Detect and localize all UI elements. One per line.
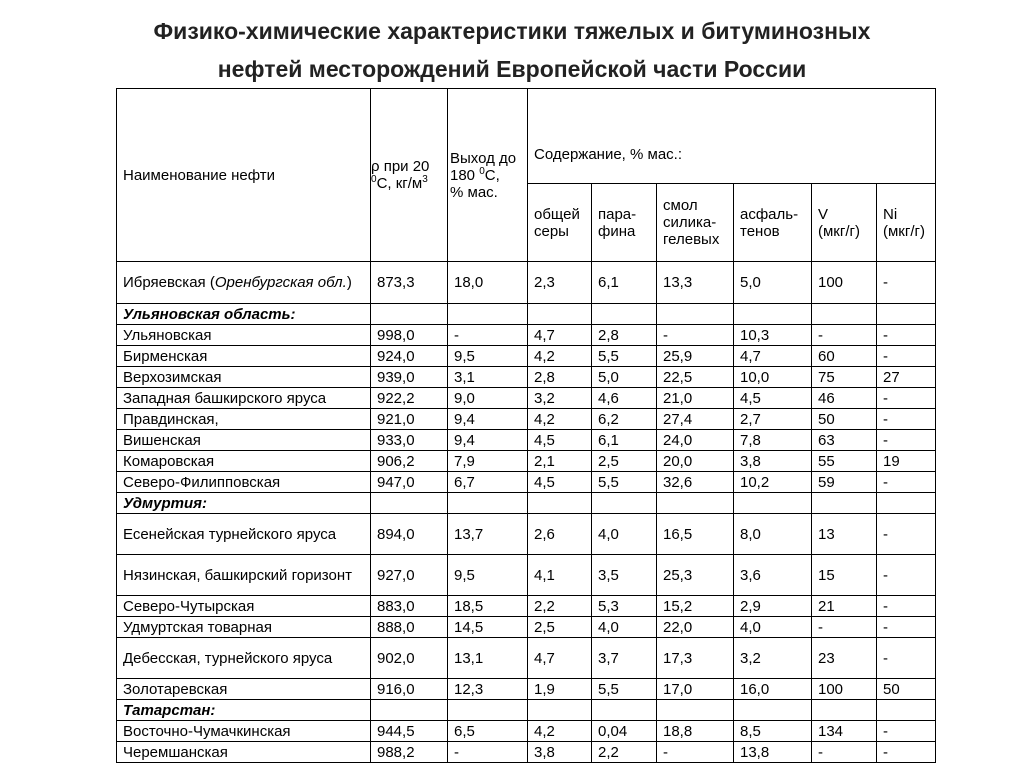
cell-vanadium: - [812,325,877,346]
cell-vanadium: 100 [812,679,877,700]
cell-paraffin: 3,7 [592,638,657,679]
cell-nickel: - [877,721,936,742]
cell-sulfur: 4,2 [528,346,592,367]
section-row [117,304,936,325]
cell-sulfur: 4,5 [528,472,592,493]
cell-paraffin: 6,1 [592,262,657,304]
table-row [117,388,936,409]
cell-yield: 13,7 [448,514,528,555]
empty-cell [528,304,592,325]
empty-cell [734,700,812,721]
cell-density: 922,2 [371,388,448,409]
table-row [117,742,936,763]
cell-nickel: - [877,596,936,617]
cell-nickel: - [877,617,936,638]
cell-resins: 20,0 [657,451,734,472]
cell-paraffin: 4,0 [592,514,657,555]
cell-resins: - [657,325,734,346]
cell-asphaltenes: 3,6 [734,555,812,596]
cell-sulfur: 4,2 [528,409,592,430]
cell-yield: 6,5 [448,721,528,742]
cell-vanadium: 75 [812,367,877,388]
cell-paraffin: 2,8 [592,325,657,346]
cell-sulfur: 2,3 [528,262,592,304]
table-row [117,638,936,679]
cell-density: 998,0 [371,325,448,346]
cell-paraffin: 6,2 [592,409,657,430]
cell-density: 883,0 [371,596,448,617]
cell-nickel: - [877,262,936,304]
cell-yield: 9,4 [448,430,528,451]
cell-asphaltenes: 13,8 [734,742,812,763]
oil-name: Золотаревская [117,679,371,700]
table-row [117,555,936,596]
cell-nickel: 50 [877,679,936,700]
cell-resins: 25,3 [657,555,734,596]
cell-yield: - [448,325,528,346]
cell-sulfur: 4,7 [528,638,592,679]
cell-paraffin: 3,5 [592,555,657,596]
cell-yield: - [448,742,528,763]
cell-nickel: - [877,430,936,451]
cell-density: 873,3 [371,262,448,304]
oil-name: Ульяновская [117,325,371,346]
cell-asphaltenes: 10,3 [734,325,812,346]
cell-resins: 24,0 [657,430,734,451]
cell-paraffin: 5,5 [592,346,657,367]
cell-nickel: - [877,638,936,679]
oil-name: Вишенская [117,430,371,451]
cell-vanadium: 60 [812,346,877,367]
empty-cell [812,700,877,721]
cell-yield: 18,5 [448,596,528,617]
cell-vanadium: 15 [812,555,877,596]
cell-resins: 25,9 [657,346,734,367]
empty-cell [812,304,877,325]
oil-properties-table [116,88,936,763]
cell-yield: 3,1 [448,367,528,388]
cell-asphaltenes: 10,2 [734,472,812,493]
header-density: ρ при 20 $^0$С, $кг/м^3$ [371,89,448,262]
cell-density: 944,5 [371,721,448,742]
cell-nickel: - [877,325,936,346]
header-name: Наименование нефти [117,89,371,262]
cell-resins: 18,8 [657,721,734,742]
empty-cell [877,700,936,721]
cell-density: 921,0 [371,409,448,430]
empty-cell [734,304,812,325]
empty-cell [592,493,657,514]
table-row [117,409,936,430]
cell-sulfur: 2,8 [528,367,592,388]
empty-cell [371,493,448,514]
header-row-1 [117,89,936,184]
cell-density: 988,2 [371,742,448,763]
empty-cell [448,493,528,514]
cell-vanadium: 50 [812,409,877,430]
cell-nickel: - [877,409,936,430]
empty-cell [877,304,936,325]
cell-vanadium: 55 [812,451,877,472]
cell-nickel: - [877,472,936,493]
header-vanadium: V (мкг/г) [812,184,877,262]
page-title [0,12,1024,88]
cell-paraffin: 5,0 [592,367,657,388]
cell-vanadium: 134 [812,721,877,742]
empty-cell [812,493,877,514]
section-label: Татарстан: [117,700,371,721]
cell-sulfur: 4,5 [528,430,592,451]
cell-vanadium: - [812,742,877,763]
table-row [117,430,936,451]
cell-nickel: 27 [877,367,936,388]
title-line-1: Физико-химические характеристики тяжелых и битуминозных [153,18,871,44]
cell-asphaltenes: 8,0 [734,514,812,555]
cell-nickel: - [877,346,936,367]
cell-sulfur: 4,7 [528,325,592,346]
cell-yield: 9,4 [448,409,528,430]
empty-cell [448,700,528,721]
section-row [117,493,936,514]
header-yield: Выход до 180 $^0$С, % мас. [448,89,528,262]
cell-asphaltenes: 5,0 [734,262,812,304]
cell-asphaltenes: 7,8 [734,430,812,451]
cell-sulfur: 4,1 [528,555,592,596]
cell-yield: 6,7 [448,472,528,493]
cell-asphaltenes: 2,9 [734,596,812,617]
table-row [117,617,936,638]
cell-resins: - [657,742,734,763]
cell-sulfur: 2,1 [528,451,592,472]
cell-paraffin: 5,5 [592,679,657,700]
cell-sulfur: 1,9 [528,679,592,700]
cell-density: 924,0 [371,346,448,367]
cell-resins: 17,3 [657,638,734,679]
header-asphaltenes: асфаль- тенов [734,184,812,262]
oil-name: Западная башкирского яруса [117,388,371,409]
cell-yield: 12,3 [448,679,528,700]
cell-density: 939,0 [371,367,448,388]
cell-yield: 9,5 [448,346,528,367]
cell-sulfur: 3,8 [528,742,592,763]
header-nickel: Ni (мкг/г) [877,184,936,262]
cell-vanadium: 59 [812,472,877,493]
empty-cell [657,493,734,514]
cell-density: 894,0 [371,514,448,555]
cell-density: 916,0 [371,679,448,700]
oil-name: Черемшанская [117,742,371,763]
oil-name: Нязинская, башкирский горизонт [117,555,371,596]
cell-density: 902,0 [371,638,448,679]
empty-cell [657,700,734,721]
table-row [117,262,936,304]
table-row [117,721,936,742]
cell-resins: 22,5 [657,367,734,388]
table-row [117,679,936,700]
cell-asphaltenes: 10,0 [734,367,812,388]
cell-paraffin: 6,1 [592,430,657,451]
cell-nickel: - [877,514,936,555]
oil-name: Правдинская, [117,409,371,430]
cell-paraffin: 0,04 [592,721,657,742]
title-line-2: нефтей месторождений Европейской части России [217,56,807,82]
cell-sulfur: 2,2 [528,596,592,617]
cell-resins: 21,0 [657,388,734,409]
cell-yield: 7,9 [448,451,528,472]
cell-sulfur: 4,2 [528,721,592,742]
cell-asphaltenes: 16,0 [734,679,812,700]
cell-asphaltenes: 2,7 [734,409,812,430]
empty-cell [528,493,592,514]
oil-name: Северо-Филипповская [117,472,371,493]
cell-vanadium: 13 [812,514,877,555]
empty-cell [448,304,528,325]
cell-resins: 27,4 [657,409,734,430]
header-sulfur: общей серы [528,184,592,262]
cell-asphaltenes: 4,7 [734,346,812,367]
cell-sulfur: 3,2 [528,388,592,409]
cell-vanadium: 21 [812,596,877,617]
table-row [117,472,936,493]
table-row [117,596,936,617]
cell-resins: 17,0 [657,679,734,700]
cell-resins: 15,2 [657,596,734,617]
cell-asphaltenes: 3,2 [734,638,812,679]
empty-cell [592,700,657,721]
cell-resins: 22,0 [657,617,734,638]
section-row [117,700,936,721]
empty-cell [528,700,592,721]
table-row [117,514,936,555]
table-row [117,451,936,472]
oil-name: Бирменская [117,346,371,367]
cell-vanadium: - [812,617,877,638]
cell-nickel: 19 [877,451,936,472]
cell-paraffin: 4,6 [592,388,657,409]
table-row [117,325,936,346]
cell-paraffin: 4,0 [592,617,657,638]
empty-cell [592,304,657,325]
cell-asphaltenes: 8,5 [734,721,812,742]
cell-asphaltenes: 3,8 [734,451,812,472]
section-label: Удмуртия: [117,493,371,514]
header-resins: смол силика- гелевых [657,184,734,262]
oil-name: Северо-Чутырская [117,596,371,617]
empty-cell [371,304,448,325]
cell-nickel: - [877,742,936,763]
cell-paraffin: 5,5 [592,472,657,493]
cell-sulfur: 2,5 [528,617,592,638]
oil-name: Комаровская [117,451,371,472]
cell-yield: 9,5 [448,555,528,596]
empty-cell [371,700,448,721]
cell-vanadium: 46 [812,388,877,409]
oil-name: Верхозимская [117,367,371,388]
cell-paraffin: 5,3 [592,596,657,617]
cell-vanadium: 23 [812,638,877,679]
cell-resins: 32,6 [657,472,734,493]
empty-cell [734,493,812,514]
cell-asphaltenes: 4,0 [734,617,812,638]
table-row [117,367,936,388]
oil-name: Ибряевская (Оренбургская обл.) [117,262,371,304]
cell-density: 888,0 [371,617,448,638]
cell-vanadium: 63 [812,430,877,451]
cell-paraffin: 2,5 [592,451,657,472]
cell-paraffin: 2,2 [592,742,657,763]
cell-density: 927,0 [371,555,448,596]
empty-cell [877,493,936,514]
cell-density: 947,0 [371,472,448,493]
header-paraffin: пара- фина [592,184,657,262]
header-content: Содержание, % мас.: [528,89,936,184]
cell-yield: 13,1 [448,638,528,679]
cell-density: 933,0 [371,430,448,451]
cell-nickel: - [877,388,936,409]
cell-sulfur: 2,6 [528,514,592,555]
oil-name: Дебесская, турнейского яруса [117,638,371,679]
cell-nickel: - [877,555,936,596]
cell-resins: 16,5 [657,514,734,555]
oil-name: Восточно-Чумачкинская [117,721,371,742]
cell-asphaltenes: 4,5 [734,388,812,409]
cell-resins: 13,3 [657,262,734,304]
cell-yield: 18,0 [448,262,528,304]
oil-name: Есенейская турнейского яруса [117,514,371,555]
oil-name: Удмуртская товарная [117,617,371,638]
cell-yield: 14,5 [448,617,528,638]
empty-cell [657,304,734,325]
cell-vanadium: 100 [812,262,877,304]
cell-density: 906,2 [371,451,448,472]
section-label: Ульяновская область: [117,304,371,325]
cell-yield: 9,0 [448,388,528,409]
table-row [117,346,936,367]
